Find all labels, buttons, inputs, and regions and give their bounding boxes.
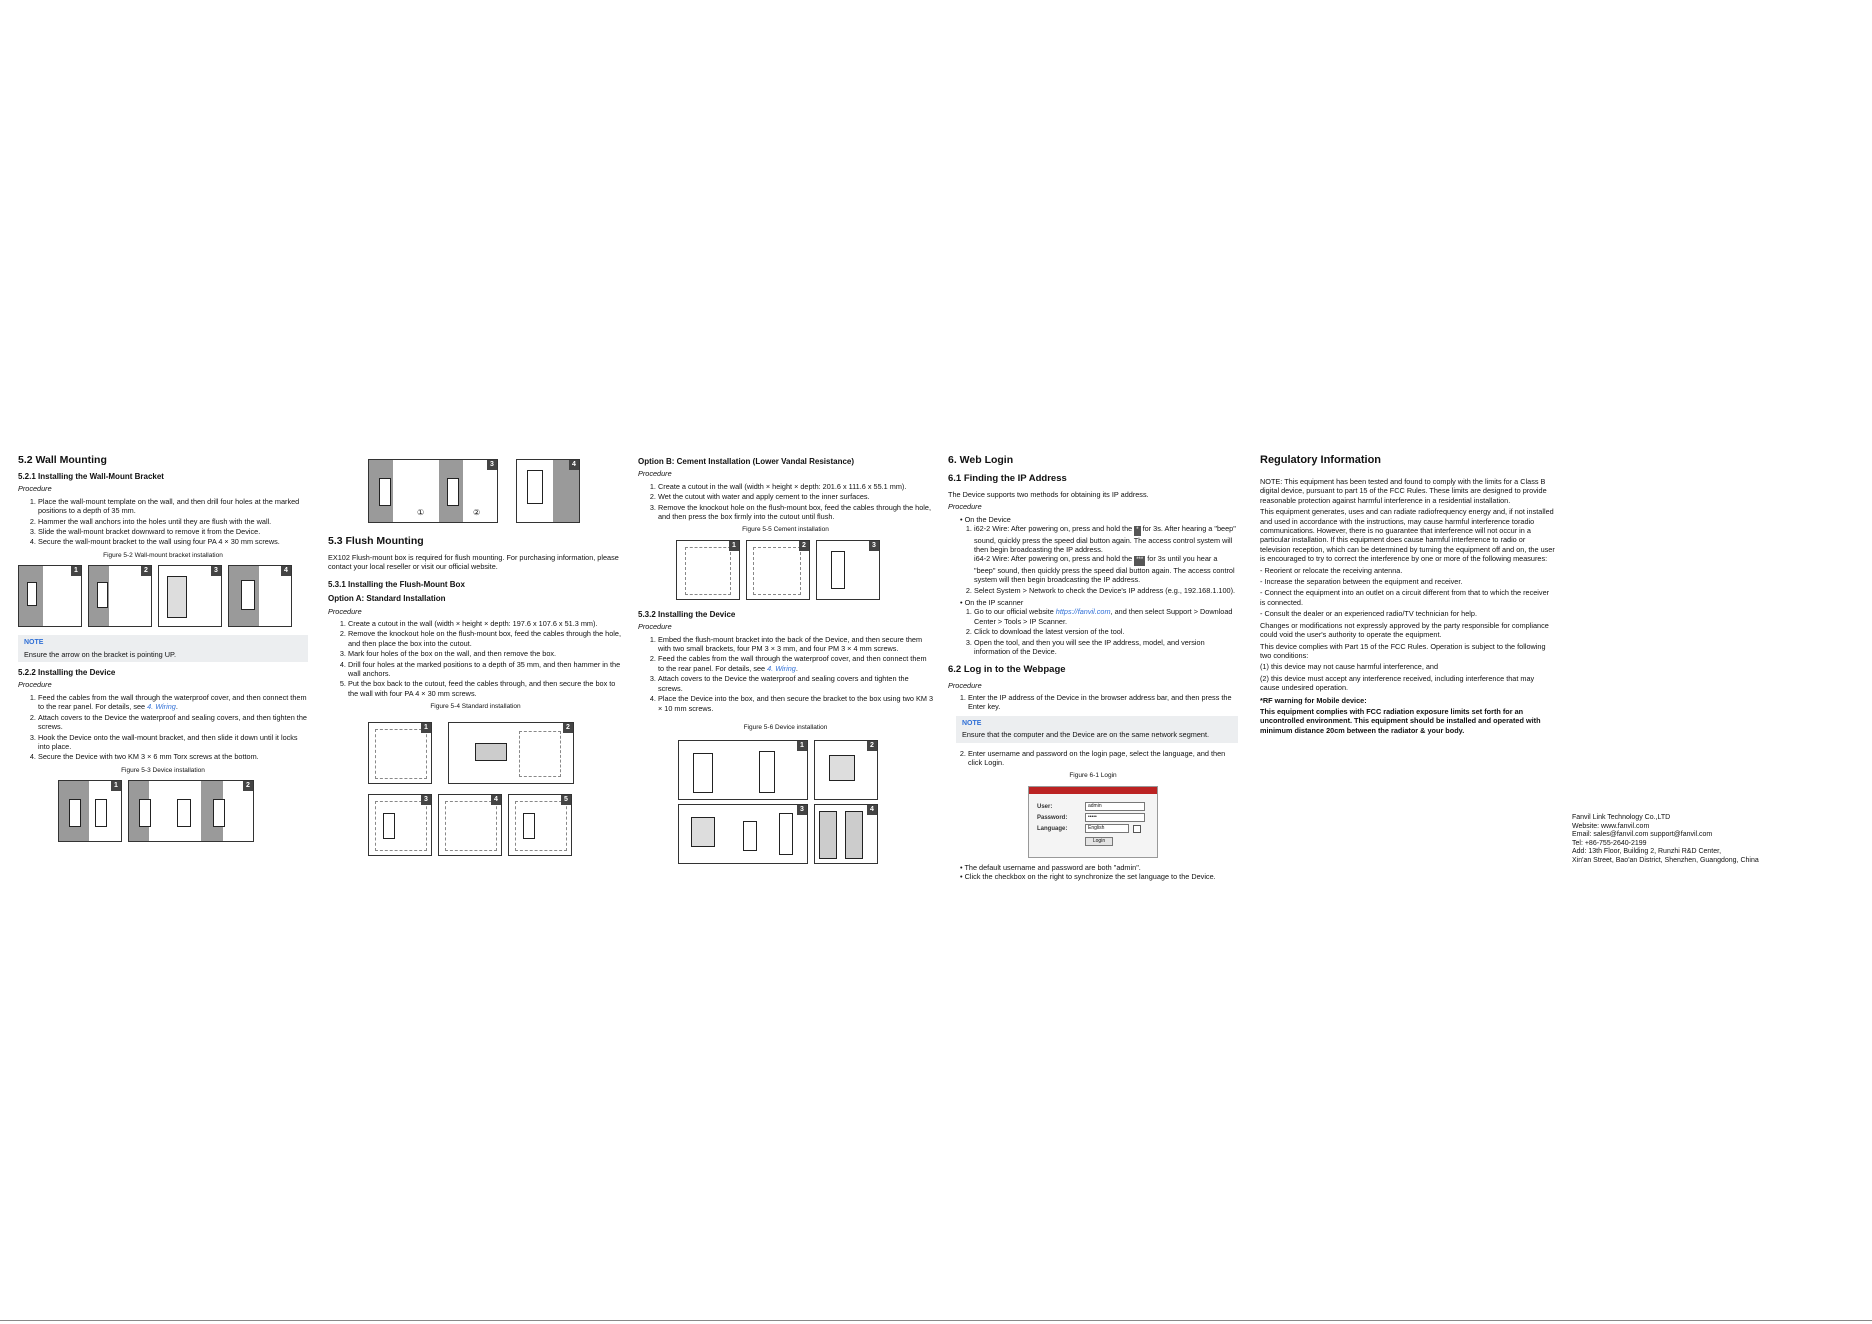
step-number: 1 [111,781,121,791]
option-title: Option A: Standard Installation [328,594,446,604]
list-item: 3. Open the tool, and then you will see the IP address, model, and version information of the Device. [974,638,1238,657]
list-item: 3. Attach covers to the Device the waterproof and sealing covers and tighten the screws. [658,674,933,693]
option-title: Option B: Cement Installation (Lower Vandal Resistance) [638,457,855,466]
list-item: 3. Slide the wall-mount bracket downward to remove it from the Device. [38,527,308,536]
intro-text: The Device supports two methods for obtaining its IP address. [948,490,1149,499]
procedure-label: Procedure [18,484,52,494]
figure-device-install-row1 [678,740,933,800]
figure-panel [368,722,432,784]
email: Email: sales@fanvil.com support@fanvil.com [1572,831,1713,839]
fanvil-link[interactable]: https://fanvil.com [1055,607,1111,617]
list-item: 1. Place the wall-mount template on the wall, and then drill four holes at the marked positions to a depth of 35 mm. [38,497,308,516]
step-number: 3 [797,805,807,815]
paragraph: Changes or modifications not expressly approved by the party responsible for compliance could void the user's authority to operate the equipment. [1260,620,1549,640]
step-number: 1 [729,541,739,551]
steps-list [328,619,623,698]
list-item: 5. Put the box back to the cutout, feed the cables through, and then secure the box to the wall with four PA 4 × 30 mm screws. [348,679,623,698]
paragraph: - Reorient or relocate the receiving antenna. [1260,565,1403,575]
figure-panel [678,740,808,800]
username-field[interactable]: admin [1085,802,1145,811]
list-item: 2. Hammer the wall anchors into the holes until they are flush with the wall. [38,517,308,526]
note-text: Ensure the arrow on the bracket is pointing UP. [24,649,176,659]
subsection-title: 6.1 Finding the IP Address [948,473,1067,484]
list-item: 4. Secure the wall-mount bracket to the wall using four PA 4 × 30 mm screws. [38,537,308,546]
figure-cement-install [676,540,933,600]
note-label: NOTE [962,719,982,727]
figure-caption: Figure 6-1 Login [1069,772,1117,780]
figure-panel [368,459,498,523]
list-item: 1. Create a cutout in the wall (width × height × depth: 197.6 x 107.6 x 51.3 mm). [348,619,623,628]
list-item: 4. Secure the Device with two KM 3 × 6 mm Torx screws at the bottom. [38,752,308,761]
figure-panel [438,794,502,856]
column-regulatory [1260,452,1555,737]
circled-label: ② [473,508,481,517]
figure-caption: Figure 5-6 Device installation [743,723,828,731]
notes-list [948,863,1238,882]
figure-caption: Figure 5-3 Device installation [121,766,205,774]
list-item: 1. Feed the cables from the wall through the waterproof cover, and then connect them to the rear panel. For details, see 4. Wiring. [38,693,308,712]
step-number: 1 [797,741,807,751]
list-item: 2. Enter username and password on the login page, select the language, and then click Login. [968,749,1238,768]
figure-panel [448,722,574,784]
section-title: 5.3 Flush Mounting [328,535,424,547]
subsection-title: 5.2.2 Installing the Device [18,668,116,678]
contact-block [1572,814,1832,866]
figure-caption: Figure 5-2 Wall-mount bracket installation [103,551,223,559]
column-web-login [948,452,1238,885]
paragraph: - Consult the dealer or an experienced radio/TV technician for help. [1260,609,1478,619]
column-flush-mounting [328,455,623,860]
paragraph: This device complies with Part 15 of the FCC Rules. Operation is subject to the following two conditions: [1260,641,1546,660]
list-item: 3. Remove the knockout hole on the flush-mount box, feed the cables through the hole, and then press the box firmly into the cutout until flush. [658,503,933,522]
note-label: NOTE [24,639,44,647]
key-icon: * [1134,526,1140,535]
list-item: 1. Enter the IP address of the Device in the browser address bar, and then press the Enter key. [968,693,1238,712]
list-item: 4. Place the Device into the box, and then secure the bracket to the box using two KM 3 × 10 mm screws. [658,694,933,713]
figure-panel [746,540,810,600]
list-item: 2. Remove the knockout hole on the flush-mount box, feed the cables through the hole, and then place the box into the cutout. [348,629,623,648]
wiring-link[interactable]: 4. Wiring [147,702,176,712]
subsection-title: 5.2.1 Installing the Wall-Mount Bracket [18,472,164,481]
list-item: 1. Create a cutout in the wall (width × height × depth: 201.6 x 111.6 x 55.1 mm). [658,482,933,491]
step-number: 2 [563,723,573,733]
wiring-link[interactable]: 4. Wiring [767,663,796,673]
paragraph: NOTE: This equipment has been tested and found to comply with the limits for a Class B digital device, pursuant to part 15 of the FCC Rules. These limits are designed to provide reasonable protection against harmful interference in a residential installation. [1260,477,1547,505]
figure-panel [88,565,152,627]
section-title: 5.2 Wall Mounting [18,454,107,466]
step-number: 4 [867,805,877,815]
steps-list [18,497,308,547]
step-number: 2 [141,566,151,576]
section-title: 6. Web Login [948,454,1014,466]
list-item: 2. Feed the cables from the wall through the waterproof cover, and then connect them to the rear panel. For details, see 4. Wiring. [658,654,933,673]
step-number: 3 [487,460,497,470]
address-line: Xin'an Street, Bao'an District, Shenzhen, Guangdong, China [1572,856,1759,864]
subsection-title: 5.3.2 Installing the Device [638,609,736,619]
figure-panel [678,804,808,864]
intro-text: EX102 Flush-mount box is required for flush mounting. For purchasing information, please contact your local reseller or visit our official website. [328,553,619,572]
step-number: 4 [569,460,579,470]
website: Website: www.fanvil.com [1572,822,1650,830]
figure-panel [368,794,432,856]
figure-panel [508,794,572,856]
steps-list [948,749,1238,768]
step-number: 3 [869,541,879,551]
figure-panel [158,565,222,627]
login-button[interactable]: Login [1085,837,1113,846]
step-number: 4 [491,795,501,805]
key-icon: *** [1134,556,1145,565]
procedure-label: Procedure [638,469,672,479]
figure-panel [814,740,878,800]
step-number: 1 [71,566,81,576]
list-item: • On the Device 1. i62-2 Wire: After powering on, press and hold the * for 3s. After hearing a "beep" sound, quickly press the speed dial button again. The access control system will then begin broadcasting the IP address. i64-2 Wire: After powering on, press and hold the *** for 3s until you hear a "beep" sound, then quickly press the speed dial button again. The access control system will then begin broadcasting the IP address. 2. Select System > Network to check the Device's IP address (e.g., 192.168.1.100). [960,515,1238,595]
figure-panel [816,540,880,600]
rf-text: This equipment complies with FCC radiation exposure limits set forth for an uncontrolled environment. This equipment should be installed and operated with minimum distance 20cm between the radiator & your body. [1260,706,1541,735]
figure-panel [516,459,580,523]
steps-list [18,693,308,762]
list-item: 3. Hook the Device onto the wall-mount bracket, and then slide it down until it locks into place. [38,733,308,752]
list-item: 2. Select System > Network to check the Device's IP address (e.g., 192.168.1.100). [974,586,1238,595]
section-title: Regulatory Information [1260,454,1382,466]
login-header-bar [1029,787,1157,794]
list-item: 1. Embed the flush-mount bracket into the back of the Device, and then secure them with two small brackets, four PM 3 × 3 mm, and four PM 3 × 4 mm screws. [658,635,933,654]
list-item: 2. Wet the cutout with water and apply cement to the inner surfaces. [658,492,933,501]
step-number: 3 [211,566,221,576]
paragraph: (2) this device must accept any interference received, including interference that may cause undesired operation. [1260,673,1535,693]
list-item: 3. Mark four holes of the box on the wall, and then remove the box. [348,649,623,658]
paragraph: - Connect the equipment into an outlet on a circuit different from that to which the receiver is connected. [1260,588,1550,607]
page-edge-divider [0,1320,1872,1321]
list-item: 2. Attach covers to the Device the waterproof and sealing covers, and then tighten the screws. [38,713,308,732]
list-item: 1. Go to our official website https://fanvil.com, and then select Support > Download Center > Tools > IP Scanner. [974,607,1238,626]
steps-list [638,635,933,713]
paragraph: This equipment generates, uses and can radiate radiofrequency energy and, if not installed and used in accordance with the instructions, may cause harmful interference toradio communications. However, there is no guarantee that interference will not occur in a particular installation. If this equipment does cause harmful interference to radio or television reception, which can be determined by turning the equipment off and on, the user is encouraged to try to correct the interference by one or more of the following measures: [1260,507,1555,564]
login-figure [1028,786,1158,858]
figure-device-install [58,780,308,842]
sync-language-checkbox[interactable] [1133,825,1141,833]
steps-list [948,693,1238,712]
note-box [956,716,1238,743]
figure-panel [128,780,254,842]
column-wall-mounting [18,452,308,846]
figure-wall-bracket [18,565,308,627]
user-label: User: [1037,803,1053,810]
procedure-label: Procedure [18,680,52,690]
step-number: 3 [421,795,431,805]
list-item: 1. i62-2 Wire: After powering on, press and hold the * for 3s. After hearing a "beep" sound, quickly press the speed dial button again. The access control system will then begin broadcasting the IP address. i64-2 Wire: After powering on, press and hold the *** for 3s until you hear a "beep" sound, then quickly press the speed dial button again. The access control system will then begin broadcasting the IP address. [974,524,1238,584]
paragraph: - Increase the separation between the equipment and receiver. [1260,577,1463,587]
note-box [18,635,308,662]
methods-list [948,515,1238,657]
address-line: Add: 13th Floor, Building 2, Runzhi R&D Center, [1572,848,1722,856]
procedure-label: Procedure [328,606,362,616]
password-label: Password: [1037,814,1068,821]
figure-standard-install-row1 [368,722,623,784]
rf-title: *RF warning for Mobile device: [1260,695,1367,705]
step-number: 2 [243,781,253,791]
figure-standard-install-row2 [368,794,623,856]
column-cement-installation [638,452,933,868]
language-label: Language: [1037,825,1068,832]
step-number: 1 [421,723,431,733]
figure-panel [228,565,292,627]
steps-list [638,482,933,522]
procedure-label: Procedure [948,502,982,512]
step-number: 5 [561,795,571,805]
list-item: • Click the checkbox on the right to synchronize the set language to the Device. [960,872,1238,881]
step-number: 2 [867,741,877,751]
step-number: 4 [281,566,291,576]
subsection-title: 6.2 Log in to the Webpage [948,663,1066,675]
procedure-label: Procedure [638,622,672,632]
circled-label: ① [417,508,425,517]
note-text: Ensure that the computer and the Device are on the same network segment. [962,730,1210,740]
language-select[interactable]: English [1085,824,1129,833]
step-number: 2 [799,541,809,551]
list-item: 4. Drill four holes at the marked positions to a depth of 35 mm, and then hammer in the wall anchors. [348,660,623,679]
paragraph: (1) this device may not cause harmful interference, and [1260,662,1439,672]
figure-panel [676,540,740,600]
figure-panel [814,804,878,864]
telephone: Tel: +86-755-2640-2199 [1572,839,1647,847]
figure-device-install-row2 [678,804,933,864]
figure-caption: Figure 5-5 Cement installation [742,526,829,534]
list-item: • The default username and password are both "admin". [960,863,1238,872]
figure-caption: Figure 5-4 Standard installation [430,703,521,711]
figure-top-panels [368,459,623,523]
password-field[interactable]: ••••• [1085,813,1145,822]
figure-panel [18,565,82,627]
list-item: 2. Click to download the latest version of the tool. [974,627,1238,636]
figure-panel [58,780,122,842]
company-name: Fanvil Link Technology Co.,LTD [1572,814,1671,821]
subsection-title: 5.3.1 Installing the Flush-Mount Box [328,579,465,589]
list-item: • On the IP scanner 1. Go to our official website https://fanvil.com, and then select Support > Download Center > Tools > IP Scanner. 2. Click to download the latest version of the tool. 3. Open the tool, and then you will see the IP address, model, and version information of the Device. [960,598,1238,656]
procedure-label: Procedure [948,680,982,690]
